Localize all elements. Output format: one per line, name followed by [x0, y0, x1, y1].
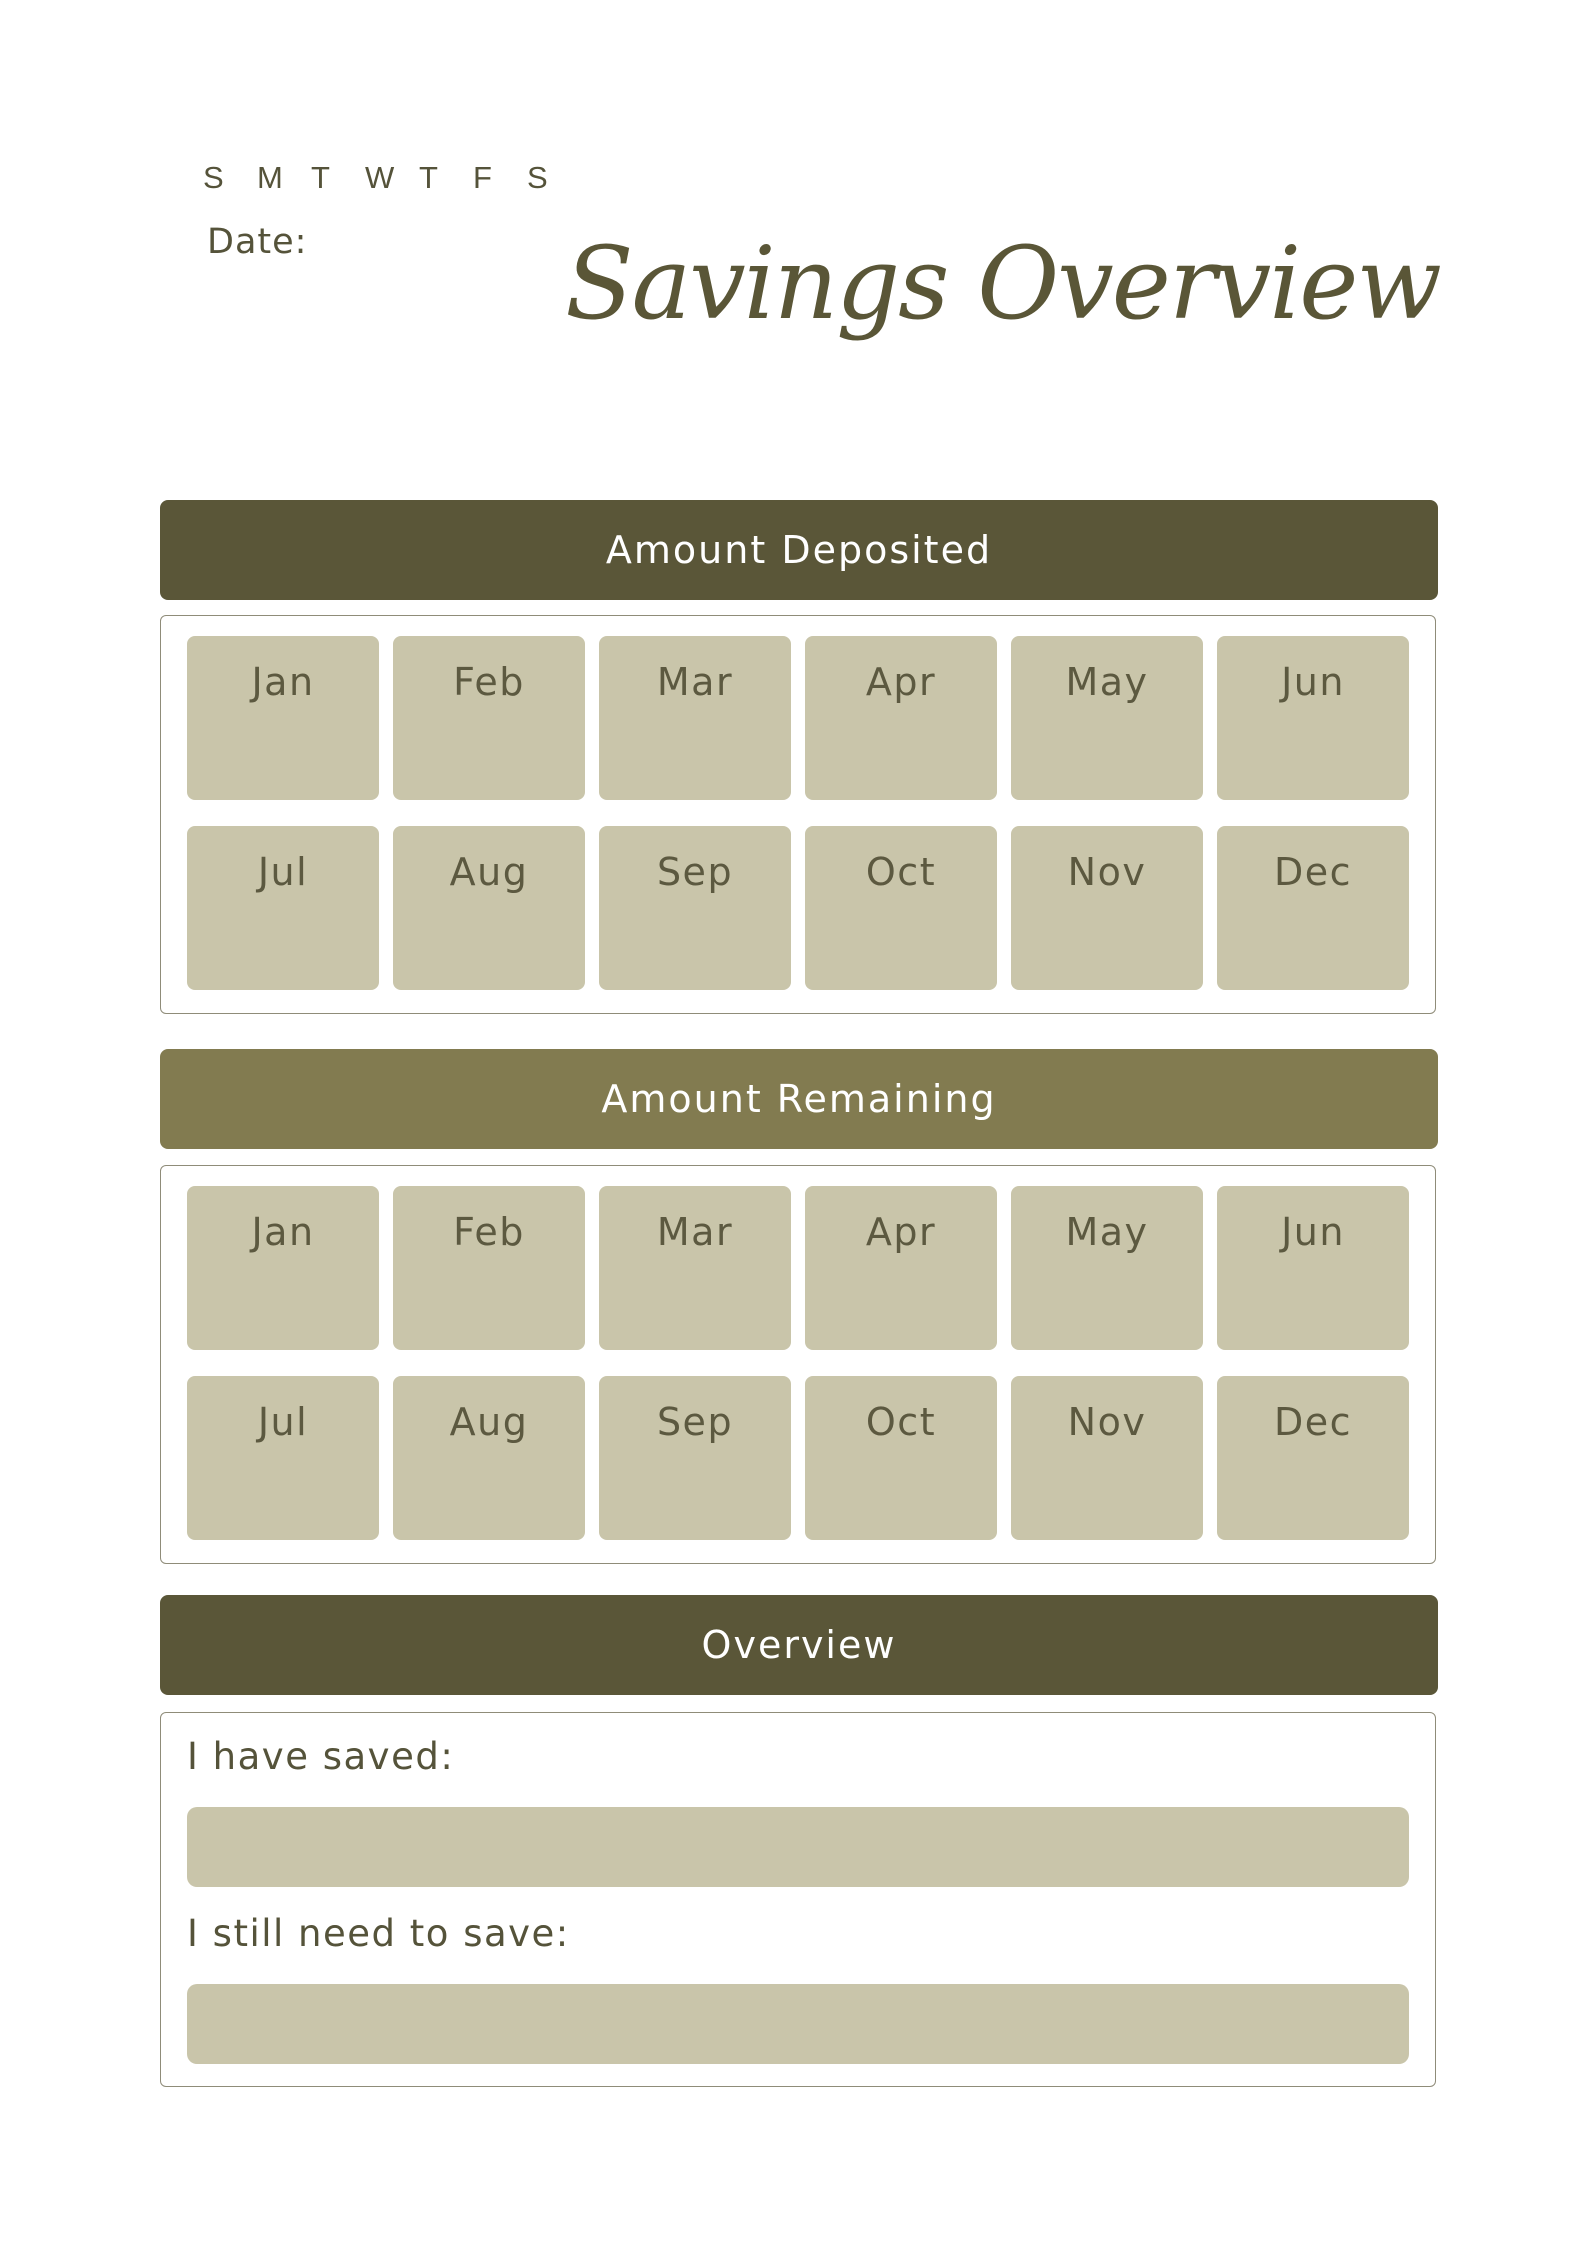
deposited-dec-cell[interactable]: Dec: [1217, 826, 1409, 990]
deposited-oct-cell[interactable]: Oct: [805, 826, 997, 990]
deposited-panel: [160, 615, 1436, 1014]
remaining-month-grid: [187, 1186, 1409, 1540]
deposited-apr-cell[interactable]: Apr: [805, 636, 997, 800]
deposited-mar-cell[interactable]: Mar: [599, 636, 791, 800]
remaining-header: Amount Remaining: [160, 1049, 1438, 1149]
remaining-oct-cell[interactable]: Oct: [805, 1376, 997, 1540]
remaining-jun-cell[interactable]: Jun: [1217, 1186, 1409, 1350]
deposited-month-grid: [187, 636, 1409, 990]
date-label: Date:: [207, 222, 308, 262]
deposited-sep-cell[interactable]: Sep: [599, 826, 791, 990]
remaining-panel: [160, 1165, 1436, 1564]
weekday-thursday[interactable]: T: [419, 160, 440, 195]
weekday-saturday[interactable]: S: [527, 160, 550, 195]
saved-label: I have saved:: [187, 1735, 455, 1778]
remaining-jan-cell[interactable]: Jan: [187, 1186, 379, 1350]
weekday-monday[interactable]: M: [257, 160, 285, 195]
remaining-nov-cell[interactable]: Nov: [1011, 1376, 1203, 1540]
deposited-jan-cell[interactable]: Jan: [187, 636, 379, 800]
weekday-row: [203, 160, 581, 196]
weekday-tuesday[interactable]: T: [311, 160, 332, 195]
saved-amount-field[interactable]: [187, 1807, 1409, 1887]
deposited-nov-cell[interactable]: Nov: [1011, 826, 1203, 990]
remaining-sep-cell[interactable]: Sep: [599, 1376, 791, 1540]
weekday-friday[interactable]: F: [473, 160, 494, 195]
deposited-header: Amount Deposited: [160, 500, 1438, 600]
deposited-aug-cell[interactable]: Aug: [393, 826, 585, 990]
deposited-jun-cell[interactable]: Jun: [1217, 636, 1409, 800]
page-title: Savings Overview: [565, 225, 1440, 342]
deposited-jul-cell[interactable]: Jul: [187, 826, 379, 990]
remaining-aug-cell[interactable]: Aug: [393, 1376, 585, 1540]
remaining-jul-cell[interactable]: Jul: [187, 1376, 379, 1540]
remaining-feb-cell[interactable]: Feb: [393, 1186, 585, 1350]
need-to-save-amount-field[interactable]: [187, 1984, 1409, 2064]
overview-header: Overview: [160, 1595, 1438, 1695]
remaining-may-cell[interactable]: May: [1011, 1186, 1203, 1350]
weekday-sunday[interactable]: S: [203, 160, 226, 195]
weekday-wednesday[interactable]: W: [365, 160, 397, 195]
remaining-mar-cell[interactable]: Mar: [599, 1186, 791, 1350]
remaining-apr-cell[interactable]: Apr: [805, 1186, 997, 1350]
overview-panel: [160, 1712, 1436, 2087]
deposited-may-cell[interactable]: May: [1011, 636, 1203, 800]
need-to-save-label: I still need to save:: [187, 1912, 570, 1955]
remaining-dec-cell[interactable]: Dec: [1217, 1376, 1409, 1540]
deposited-feb-cell[interactable]: Feb: [393, 636, 585, 800]
